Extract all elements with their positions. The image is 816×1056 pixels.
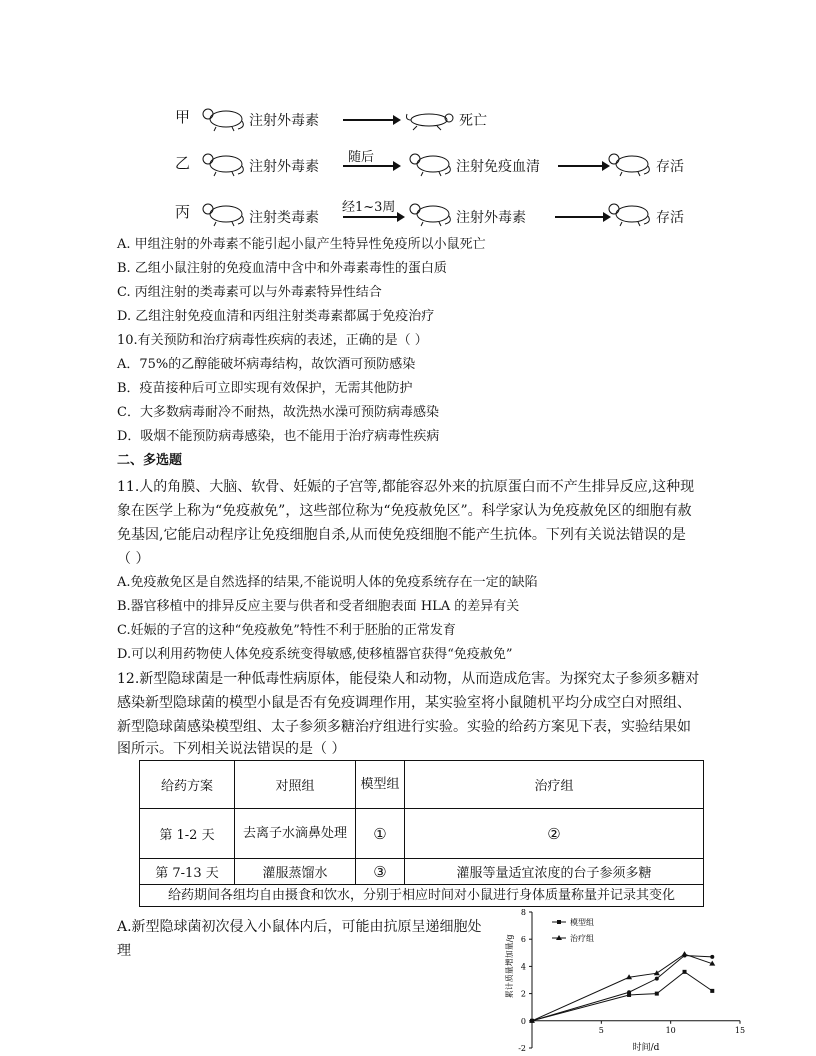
q9-option-d: D. 乙组注射免疫血清和丙组注射类毒素都属于免疫治疗 [117, 309, 435, 324]
arrow-label: 经1~3周 [342, 200, 396, 215]
table-cell: 去离子水滴鼻处理 [235, 809, 356, 859]
section-title: 二、多选题 [117, 453, 183, 468]
table-note: 给药期间各组均自由摄食和饮水，分别于相应时间对小鼠进行身体质量称量并记录其变化 [139, 885, 704, 907]
mouse-icon [405, 198, 453, 228]
data-point [683, 970, 687, 974]
result-text: 存活 [656, 210, 684, 226]
q10-stem: 10.有关预防和治疗病毒性疾病的表述，正确的是（ ） [117, 333, 428, 348]
q9-option-a: A. 甲组注射的外毒素不能引起小鼠产生特异性免疫所以小鼠死亡 [117, 237, 486, 252]
arrow [555, 216, 605, 218]
table-cell: ② [405, 809, 704, 859]
q12-option-a-line: A.新型隐球菌初次侵入小鼠体内后，可能由抗原呈递细胞处 [117, 919, 482, 935]
legend-marker [557, 920, 561, 924]
x-tick-label: 10 [665, 1025, 676, 1035]
mouse-icon [198, 103, 246, 133]
table-header: 模型组 [356, 761, 405, 809]
y-tick-label: 0 [520, 1016, 526, 1026]
x-axis-label: 时间/d [632, 1043, 660, 1053]
data-point [654, 970, 660, 975]
step-text: 注射外毒素 [249, 159, 319, 175]
legend-label: 治疗组 [570, 934, 594, 943]
row-label-yi: 乙 [175, 154, 191, 172]
dead-mouse-icon [403, 108, 455, 132]
mouse-icon [198, 198, 246, 228]
arrow [343, 216, 399, 218]
q10-option-b: B．疫苗接种后可立即实现有效保护，无需其他防护 [117, 381, 413, 396]
y-axis-label: 累计质量增加量/g [505, 934, 514, 999]
q9-option-c: C. 丙组注射的类毒素可以与外毒素特异性结合 [117, 285, 382, 300]
x-tick-label: 15 [734, 1025, 746, 1035]
q11-stem-line: 象在医学上称为“免疫赦免”，这些部位称为“免疫赦免区”。科学家认为免疫赦免区的细胞有赦 [117, 503, 692, 519]
y-tick-label: 4 [520, 962, 526, 972]
q10-option-a: A．75%的乙醇能破坏病毒结构，故饮酒可预防感染 [117, 357, 416, 372]
q11-option-b: B.器官移植中的排异反应主要与供者和受者细胞表面 HLA 的差异有关 [117, 599, 520, 614]
series-line [532, 972, 712, 1021]
q12-stem-line: 图所示。下列相关说法错误的是（ ） [117, 741, 346, 757]
q12-stem-line: 感染新型隐球菌的模型小鼠是否有免疫调理作用，某实验室将小鼠随机平均分成空白对照组、 [117, 695, 691, 711]
result-text: 存活 [656, 159, 684, 175]
q11-stem-line: 11.人的角膜、大脑、软骨、妊娠的子宫等,都能容忍外来的抗原蛋白而不产生排异反应,这种现 [117, 479, 695, 495]
q11-stem-line: 免基因,它能启动程序让免疫细胞自杀,从而使免疫细胞不能产生抗体。下列有关说法错误的是 [117, 527, 686, 543]
legend-label: 模型组 [570, 918, 594, 927]
q9-option-b: B. 乙组小鼠注射的免疫血清中含中和外毒素毒性的蛋白质 [117, 261, 447, 276]
data-point [655, 977, 659, 981]
row-label-bing: 丙 [175, 203, 191, 221]
q12-option-a-line: 理 [117, 943, 131, 959]
q10-option-d: D．吸烟不能预防病毒感染，也不能用于治疗病毒性疾病 [117, 429, 440, 444]
table-header: 给药方案 [140, 761, 235, 809]
step-text: 注射外毒素 [456, 210, 526, 226]
data-point [655, 992, 659, 996]
arrow [558, 165, 604, 167]
step-text: 注射外毒素 [249, 113, 319, 129]
data-point [530, 1019, 534, 1023]
table-header: 治疗组 [405, 761, 704, 809]
arrow-label: 随后 [348, 150, 375, 165]
mouse-icon [604, 148, 652, 178]
series-line [532, 954, 712, 1021]
dosing-table [139, 760, 704, 885]
y-tick-label: 2 [520, 989, 526, 999]
row-label-jia: 甲 [175, 108, 191, 126]
table-header: 对照组 [235, 761, 356, 809]
mouse-icon [405, 148, 453, 178]
data-point [627, 990, 631, 994]
q12-stem-line: 12.新型隐球菌是一种低毒性病原体，能侵染人和动物，从而造成危害。为探究太子参须多糖对 [117, 671, 700, 687]
table-cell: 第 1-2 天 [140, 809, 235, 859]
mouse-icon [198, 148, 246, 178]
data-point [683, 954, 687, 958]
table-cell: 灌服蒸馏水 [235, 859, 356, 885]
table-cell: 灌服等量适宜浓度的台子参须多糖 [405, 859, 704, 885]
q11-stem-line: （ ） [117, 551, 150, 567]
x-tick-label: 5 [598, 1025, 604, 1035]
q11-option-c: C.妊娠的子宫的这种“免疫赦免”特性不利于胚胎的正常发育 [117, 623, 456, 638]
result-text: 死亡 [459, 113, 487, 129]
table-cell: ① [356, 809, 405, 859]
weight-change-chart [500, 906, 760, 1054]
mouse-icon [604, 198, 652, 228]
data-point [710, 989, 714, 993]
q11-option-a: A.免疫赦免区是自然选择的结果,不能说明人体的免疫系统存在一定的缺陷 [117, 575, 538, 590]
step-text: 注射类毒素 [249, 210, 319, 226]
series-line [532, 956, 712, 1021]
arrow [343, 165, 395, 167]
y-tick-label: 8 [520, 908, 526, 917]
step-text: 注射免疫血清 [456, 159, 540, 175]
arrow [343, 119, 395, 121]
data-point [710, 955, 714, 959]
table-cell: ③ [356, 859, 405, 885]
y-tick-label: 6 [520, 935, 526, 945]
q11-option-d: D.可以利用药物使人体免疫系统变得敏感,使移植器官获得“免疫赦免” [117, 647, 513, 662]
q10-option-c: C．大多数病毒耐冷不耐热，故洗热水澡可预防病毒感染 [117, 405, 439, 420]
table-cell: 第 7-13 天 [140, 859, 235, 885]
q12-stem-line: 新型隐球菌感染模型组、太子参须多糖治疗组进行实验。实验的给药方案见下表，实验结果如 [117, 719, 691, 735]
y-tick-label: -2 [518, 1044, 526, 1053]
